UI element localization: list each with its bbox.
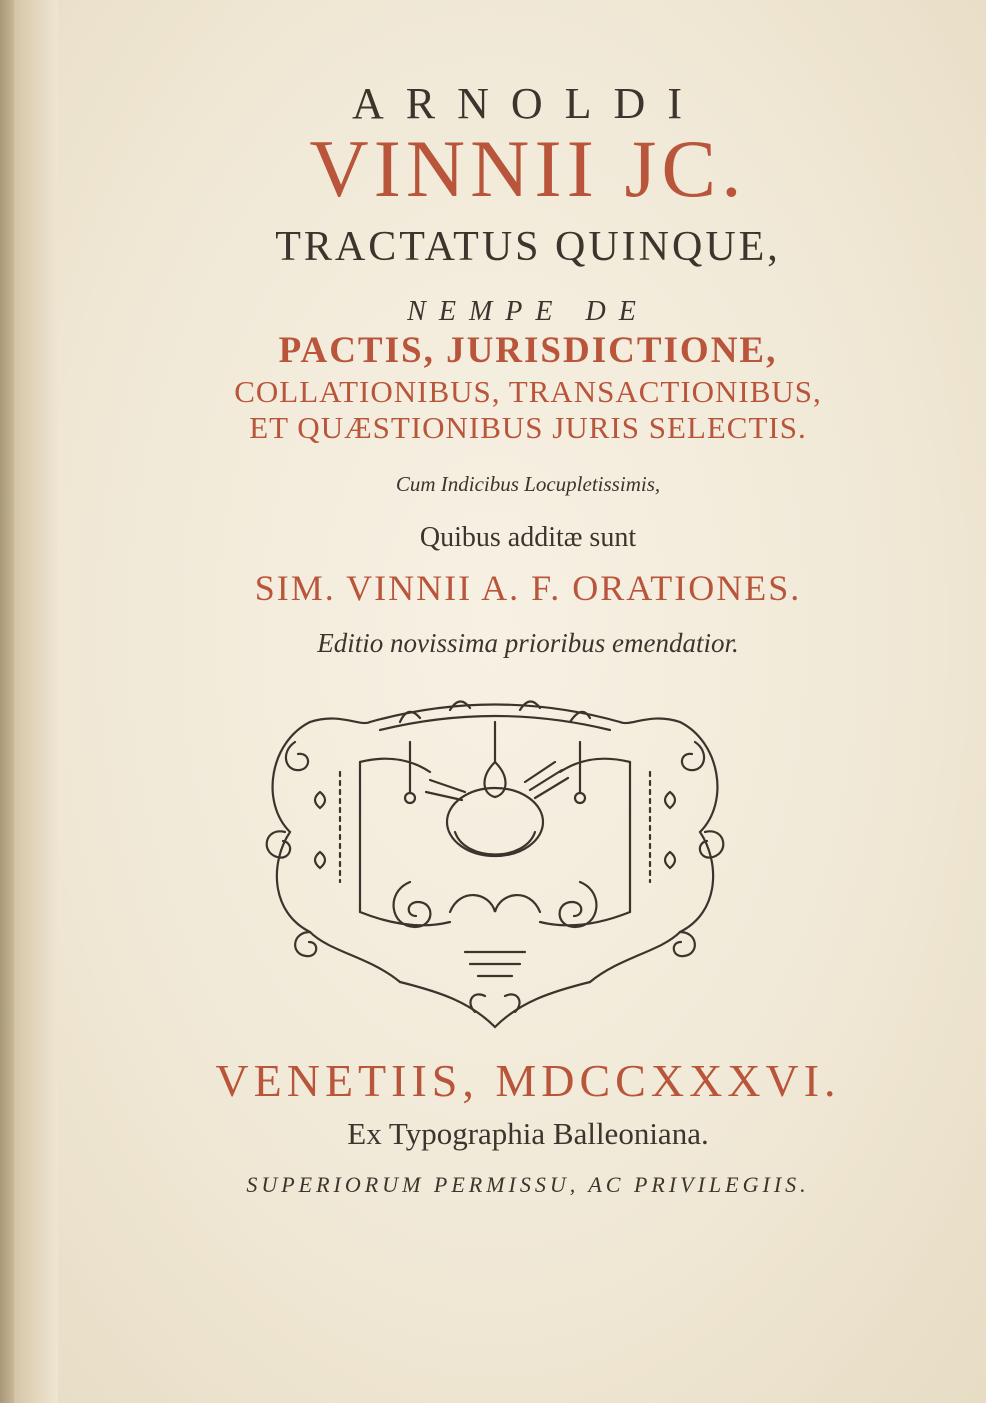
rococo-printers-device-icon — [250, 682, 740, 1032]
orationes-line: SIM. VINNII A. F. ORATIONES. — [254, 568, 802, 608]
subjects-line-2: COLLATIONIBUS, TRANSACTIONIBUS, — [234, 374, 822, 409]
author-first-name: ARNOLDI — [352, 79, 704, 128]
permission-line: SUPERIORUM PERMISSU, AC PRIVILEGIIS. — [246, 1172, 810, 1197]
printer-line: Ex Typographia Balleoniana. — [347, 1116, 709, 1151]
binding-gutter — [0, 0, 58, 1403]
additae-line: Quibus additæ sunt — [419, 522, 637, 553]
subjects-line-3: ET QUÆSTIONIBUS JURIS SELECTIS. — [249, 410, 807, 445]
subjects-line-1: PACTIS, JURISDICTIONE, — [278, 330, 778, 371]
author-last-name: VINNII JC. — [309, 123, 747, 214]
imprint-place-date: VENETIIS, MDCCXXXVI. — [215, 1055, 841, 1106]
indices-note: Cum Indicibus Locupletissimis, — [395, 472, 661, 496]
nempe-de-line: NEMPE DE — [407, 296, 649, 327]
work-title: TRACTATUS QUINQUE, — [275, 224, 781, 270]
binding-edge — [0, 0, 14, 1403]
edition-statement: Editio novissima prioribus emendatior. — [317, 628, 739, 658]
